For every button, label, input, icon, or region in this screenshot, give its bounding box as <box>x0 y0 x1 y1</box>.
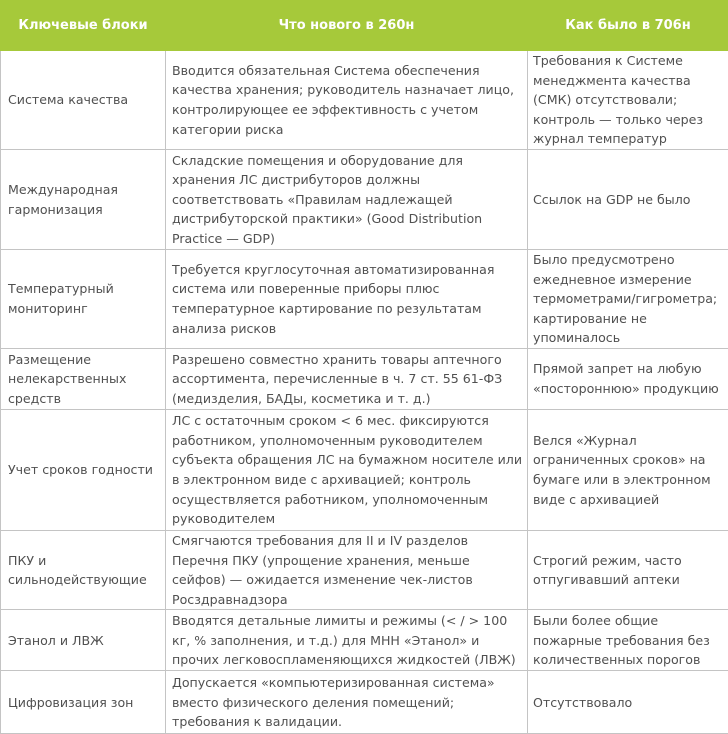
old-706n-cell: Строгий режим, часто отпугивавший аптеки <box>528 530 728 609</box>
block-name-cell: ПКУ и сильнодействующие <box>1 530 166 609</box>
table-row <box>1 150 728 250</box>
table-row <box>1 348 728 409</box>
header-new-260n: Что нового в 260н <box>166 1 528 51</box>
new-260n-cell: Допускается «компьютеризированная система» вместо физического деления помещений; требования к валидации. <box>166 671 528 734</box>
block-name-cell: Размещение нелекарственных средств <box>1 348 166 409</box>
block-name-cell: Этанол и ЛВЖ <box>1 610 166 671</box>
block-name-cell: Цифровизация зон <box>1 671 166 734</box>
table-row <box>1 610 728 671</box>
new-260n-cell: Вводятся детальные лимиты и режимы (< / > 100 кг, % заполнения, и т.д.) для МНН «Этанол» и прочих легковоспламеняющихся жидкостей (ЛВЖ) <box>166 610 528 671</box>
old-706n-cell: Было предусмотрено ежедневное измерение термометрами/гигрометра; картирование не упоминалось <box>528 250 728 349</box>
new-260n-cell: ЛС с остаточным сроком < 6 мес. фиксируются работником, уполномоченным руководителем субъекта обращения ЛС на бумажном носителе или в электронном виде с архивацией; контроль осуществляется работником, уполномоченным руководителем <box>166 409 528 530</box>
old-706n-cell: Велся «Журнал ограниченных сроков» на бумаге или в электронном виде с архивацией <box>528 409 728 530</box>
old-706n-cell: Были более общие пожарные требования без количественных порогов <box>528 610 728 671</box>
table-header-row <box>1 1 728 51</box>
old-706n-cell: Требования к Системе менеджмента качества (СМК) отсутствовали; контроль — только через журнал температур <box>528 51 728 150</box>
table-row <box>1 409 728 530</box>
header-old-706n: Как было в 706н <box>528 1 728 51</box>
table-row <box>1 51 728 150</box>
new-260n-cell: Смягчаются требования для II и IV разделов Перечня ПКУ (упрощение хранения, меньше сейфов) — ожидается изменение чек-листов Росздравнадзора <box>166 530 528 609</box>
block-name-cell: Учет сроков годности <box>1 409 166 530</box>
old-706n-cell: Отсутствовало <box>528 671 728 734</box>
old-706n-cell: Ссылок на GDP не было <box>528 150 728 250</box>
table-row <box>1 671 728 734</box>
new-260n-cell: Требуется круглосуточная автоматизированная система или поверенные приборы плюс температурное картирование по результатам анализа рисков <box>166 250 528 349</box>
header-key-blocks: Ключевые блоки <box>1 1 166 51</box>
new-260n-cell: Разрешено совместно хранить товары аптечного ассортимента, перечисленные в ч. 7 ст. 55 61-ФЗ (медизделия, БАДы, косметика и т. д.) <box>166 348 528 409</box>
old-706n-cell: Прямой запрет на любую «постороннюю» продукцию <box>528 348 728 409</box>
table-row <box>1 250 728 349</box>
block-name-cell: Международная гармонизация <box>1 150 166 250</box>
new-260n-cell: Складские помещения и оборудование для хранения ЛС дистрибуторов должны соответствовать «Правилам надлежащей дистрибуторской практики» (Good Distribution Practice — GDP) <box>166 150 528 250</box>
table-row <box>1 530 728 609</box>
block-name-cell: Система качества <box>1 51 166 150</box>
new-260n-cell: Вводится обязательная Система обеспечения качества хранения; руководитель назначает лицо, контролирующее ее эффективность с учетом категории риска <box>166 51 528 150</box>
block-name-cell: Температурный мониторинг <box>1 250 166 349</box>
